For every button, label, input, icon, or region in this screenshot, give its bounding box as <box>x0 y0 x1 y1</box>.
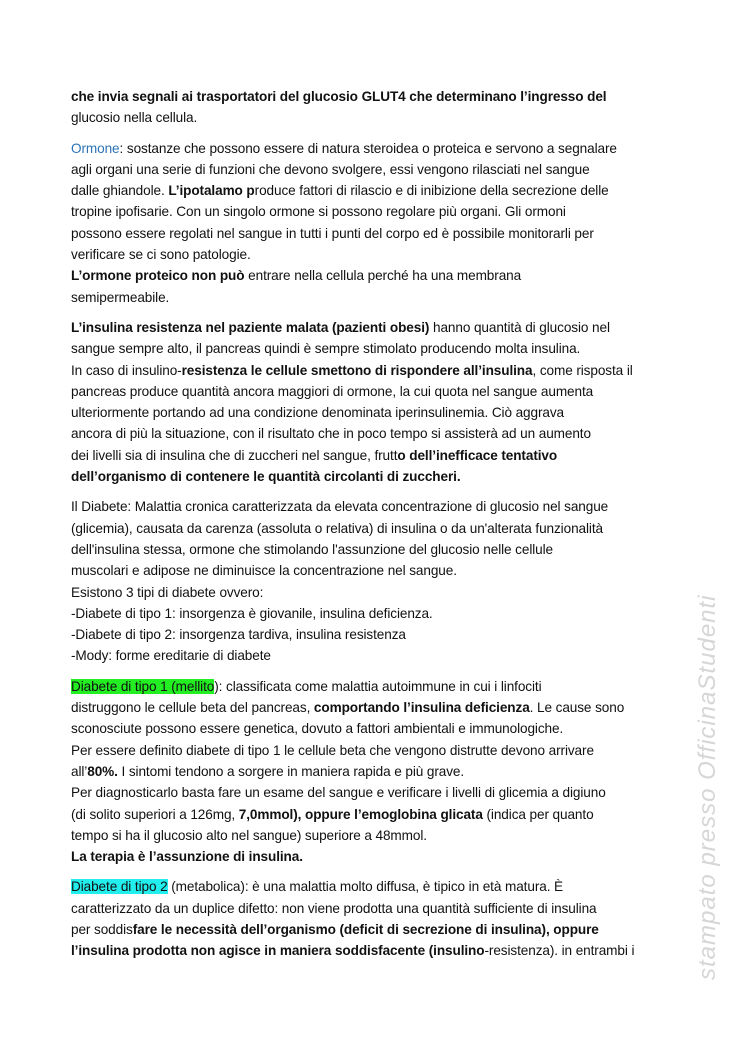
text-line <box>71 876 677 897</box>
text-line: sangue sempre alto, il pancreas quindi è sempre stimolato producendo molta insulina. <box>71 341 581 357</box>
text-span: hanno quantità di glucosio nel <box>429 319 610 335</box>
bold-span: o dell’inefficace tentativo <box>397 447 558 463</box>
list-item: -Mody: forme ereditarie di diabete <box>71 648 271 664</box>
text-line <box>71 445 677 466</box>
bold-span: L’ipotalamo p <box>168 183 255 199</box>
bold-span: fare le necessità dell’organismo (deficit di secrezione di insulina), oppure <box>132 921 599 937</box>
text-span: distruggono le cellule beta del pancreas, <box>71 700 314 716</box>
text-span: (di solito superiori a 126mg, <box>71 806 239 822</box>
text-line: Esistono 3 tipi di diabete ovvero: <box>71 584 264 600</box>
text-line: semipermeabile. <box>71 289 170 305</box>
bold-span: L’insulina resistenza nel paziente malata (pazienti obesi) <box>71 319 430 335</box>
list-item: -Diabete di tipo 2: insorgenza tardiva, insulina resistenza <box>71 627 406 643</box>
text-line: Per diagnosticarlo basta fare un esame del sangue e verificare i livelli di glicemia a digiuno <box>71 785 606 801</box>
text-span: ): classificata come malattia autoimmune in cui i linfociti <box>214 678 542 694</box>
text-span: roduce fattori di rilascio e di inibizione della secrezione delle <box>254 183 609 199</box>
text-line <box>71 697 677 718</box>
text-line <box>71 265 677 286</box>
text-span: (indica per quanto <box>482 806 594 822</box>
text-span: I sintomi tendono a sorgere in maniera rapida e più grave. <box>117 763 465 779</box>
bold-span: L’ormone proteico non può <box>71 268 245 284</box>
text-line: tropine ipofisarie. Con un singolo ormone si possono regolare più organi. Gli ormoni <box>71 204 566 220</box>
text-span: dalle ghiandole. <box>71 183 169 199</box>
bold-span: 80%. <box>87 763 118 779</box>
text-line: dell’organismo di contenere le quantità circolanti di zuccheri. <box>71 469 461 485</box>
text-span: all’ <box>71 763 88 779</box>
text-line <box>71 360 677 381</box>
paragraph-glut4 <box>71 86 677 129</box>
text-line: La terapia è l’assunzione di insulina. <box>71 849 303 865</box>
text-line <box>71 676 677 697</box>
text-span: entrare nella cellula perché ha una membrana <box>244 268 522 284</box>
document-body <box>71 86 677 971</box>
text-span: : sostanze che possono essere di natura steroidea o proteica e servono a segnalare <box>119 140 617 156</box>
paragraph-diabete-tipo-2 <box>71 876 677 961</box>
paragraph-ormone <box>71 138 677 308</box>
text-line: muscolari e adipose ne diminuisce la concentrazione nel sangue. <box>71 563 457 579</box>
text-span: (metabolica): è una malattia molto diffusa, è tipico in età matura. È <box>167 879 564 895</box>
text-line: dell'insulina stessa, ormone che stimolando l'assunzione del glucosio nelle cellule <box>71 541 554 557</box>
text-line <box>71 317 677 338</box>
text-line: caratterizzato da un duplice difetto: non viene prodotta una quantità sufficiente di insulina <box>71 900 597 916</box>
watermark: stampato presso OfficinaStudenti <box>694 594 721 980</box>
paragraph-insulina-resistenza <box>71 317 677 487</box>
text-line <box>71 761 677 782</box>
text-line: possono essere regolati nel sangue in tutti i punti del corpo ed è possibile monitorarli per <box>71 225 594 241</box>
text-line: Il Diabete: Malattia cronica caratterizzata da elevata concentrazione di glucosio nel sangue <box>71 499 609 515</box>
text-span: , come risposta il <box>532 362 633 378</box>
text-line: verificare se ci sono patologie. <box>71 247 251 263</box>
text-line: sconosciute possono essere genetica, dovuto a fattori ambientali e immunologiche. <box>71 721 564 737</box>
text-line <box>71 804 677 825</box>
text-span: . Le cause sono <box>529 700 625 716</box>
highlight-diabete-tipo-2: Diabete di tipo 2 <box>71 879 168 895</box>
text-line: pancreas produce quantità ancora maggiori di ormone, la cui quota nel sangue aumenta <box>71 383 594 399</box>
text-line <box>71 919 677 940</box>
bold-span: comportando l’insulina deficienza <box>313 700 530 716</box>
paragraph-diabete-tipo-1 <box>71 676 677 868</box>
text-line: ulteriormente portando ad una condizione denominata iperinsulinemia. Ciò aggrava <box>71 405 565 421</box>
bold-span: resistenza le cellule smettono di rispondere all’insulina <box>181 362 533 378</box>
bold-span: 7,0mmol), oppure l’emoglobina glicata <box>238 806 483 822</box>
bold-span: l’insulina prodotta non agisce in maniera soddisfacente (insulino <box>71 943 485 959</box>
highlight-diabete-tipo-1: Diabete di tipo 1 (mellito <box>71 678 215 694</box>
text-span: dei livelli sia di insulina che di zuccheri nel sangue, frutt <box>71 447 398 463</box>
text-line: Per essere definito diabete di tipo 1 le cellule beta che vengono distrutte devono arrivare <box>71 742 594 758</box>
text-line: glucosio nella cellula. <box>71 110 198 126</box>
text-line <box>71 940 677 961</box>
text-line: ancora di più la situazione, con il risultato che in poco tempo si assisterà ad un aumento <box>71 426 591 442</box>
paragraph-diabete <box>71 496 677 666</box>
text-line: che invia segnali ai trasportatori del glucosio GLUT4 che determinano l’ingresso del <box>71 89 607 104</box>
text-span: -resistenza). in entrambi i <box>484 943 635 959</box>
list-item: -Diabete di tipo 1: insorgenza è giovanile, insulina deficienza. <box>71 605 433 621</box>
text-line <box>71 138 677 159</box>
text-span: per soddis <box>71 921 133 937</box>
text-line: tempo si ha il glucosio alto nel sangue) superiore a 48mmol. <box>71 827 427 843</box>
text-line: (glicemia), causata da carenza (assoluta o relativa) di insulina o da un'alterata funzionalità <box>71 520 603 536</box>
text-line <box>71 180 677 201</box>
term-ormone: Ormone <box>71 140 120 156</box>
text-line: agli organi una serie di funzioni che devono svolgere, essi vengono rilasciati nel sangue <box>71 161 590 177</box>
text-span: In caso di insulino- <box>71 362 182 378</box>
